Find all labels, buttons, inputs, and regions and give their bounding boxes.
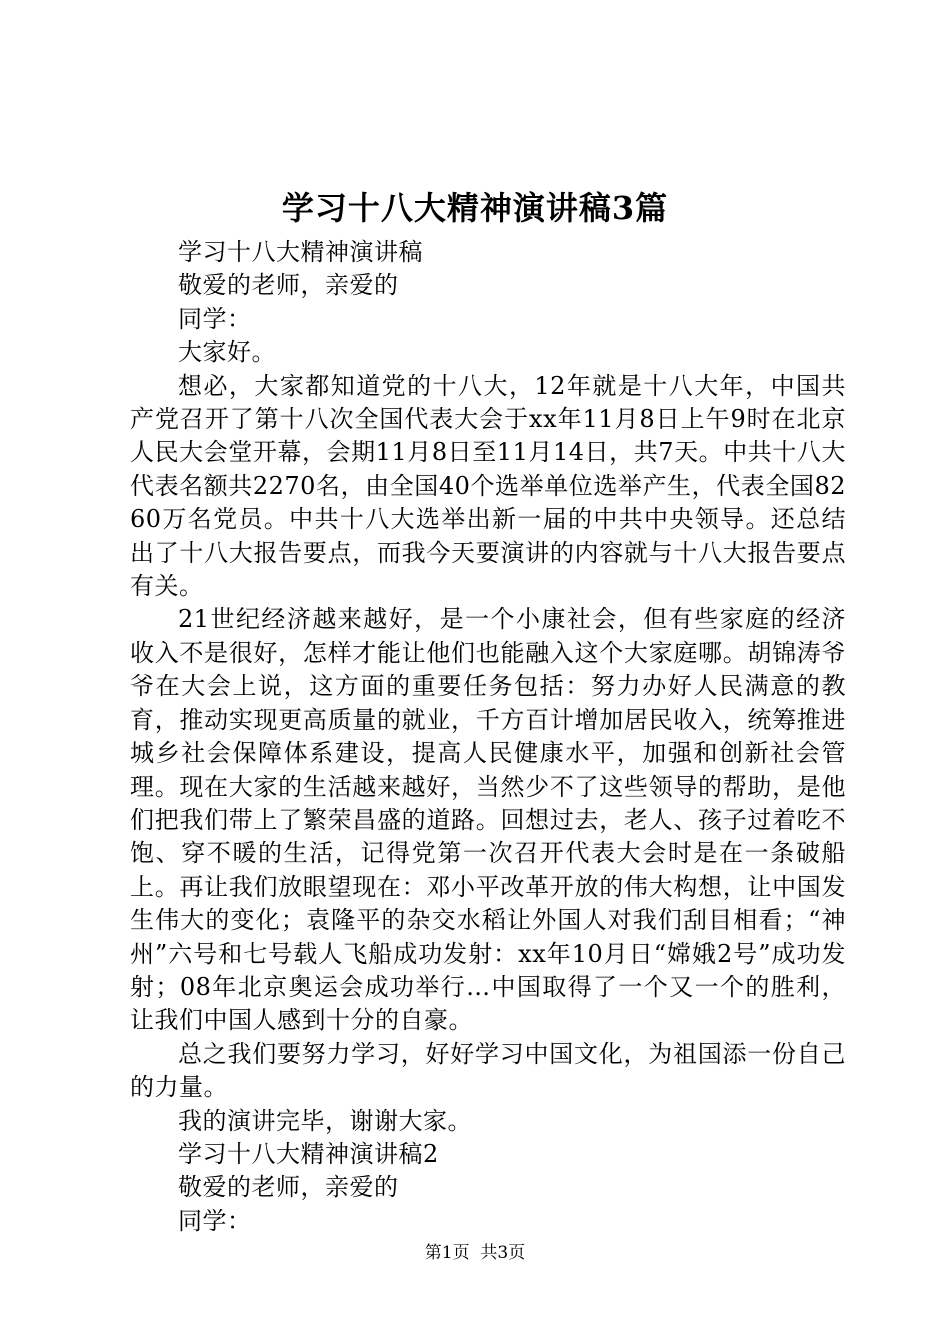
- paragraph-body: 21世纪经济越来越好，是一个小康社会，但有些家庭的经济收入不是很好，怎样才能让他们也能融入这个大家庭哪。胡锦涛爷爷在大会上说，这方面的重要任务包括：努力办好人民满意的教育，推动实现更高质量的就业，千方百计增加居民收入，统筹推进城乡社会保障体系建设，提高人民健康水平，加强和创新社会管理。现在大家的生活越来越好，当然少不了这些领导的帮助，是他们把我们带上了繁荣昌盛的道路。回想过去，老人、孩子过着吃不饱、穿不暖的生活，记得党第一次召开代表大会时是在一条破船上。再让我们放眼望现在：邓小平改革开放的伟大构想，让中国发生伟大的变化；袁隆平的杂交水稻让外国人对我们刮目相看；“神州”六号和七号载人飞船成功发射：xx年10月日“嫦娥2号”成功发射；08年北京奥运会成功举行…中国取得了一个又一个的胜利，让我们中国人感到十分的自豪。: [130, 605, 846, 1035]
- paragraph-closing: 我的演讲完毕，谢谢大家。: [178, 1106, 472, 1135]
- document-body: [130, 236, 846, 1238]
- paragraph-greeting: 大家好。: [178, 338, 276, 367]
- paragraph-speech-title-2: 学习十八大精神演讲稿2: [178, 1139, 439, 1168]
- paragraph-salutation-students: 同学：: [178, 1206, 252, 1235]
- paragraph-salutation: 敬爱的老师，亲爱的: [178, 1173, 399, 1202]
- paragraph-body: 想必，大家都知道党的十八大，12年就是十八大年，中国共产党召开了第十八次全国代表大会于xx年11月8日上午9时在北京人民大会堂开幕，会期11月8日至11月14日，共7天。中共十八大代表名额共2270名，由全国40个选举单位选举产生，代表全国8260万名党员。中共十八大选举出新一届的中共中央领导。还总结出了十八大报告要点，而我今天要演讲的内容就与十八大报告要点有关。: [130, 371, 846, 601]
- paragraph-body: 总之我们要努力学习，好好学习中国文化，为祖国添一份自己的力量。: [130, 1039, 846, 1102]
- page-total: 共3页: [480, 1243, 526, 1263]
- document-title: 学习十八大精神演讲稿3篇: [281, 189, 669, 227]
- paragraph-salutation-students: 同学：: [178, 304, 252, 333]
- page-number: 第1页: [424, 1243, 470, 1263]
- page-footer: [0, 1241, 950, 1265]
- paragraph-speech-title: 学习十八大精神演讲稿: [178, 238, 423, 266]
- paragraph-salutation: 敬爱的老师，亲爱的: [178, 271, 399, 300]
